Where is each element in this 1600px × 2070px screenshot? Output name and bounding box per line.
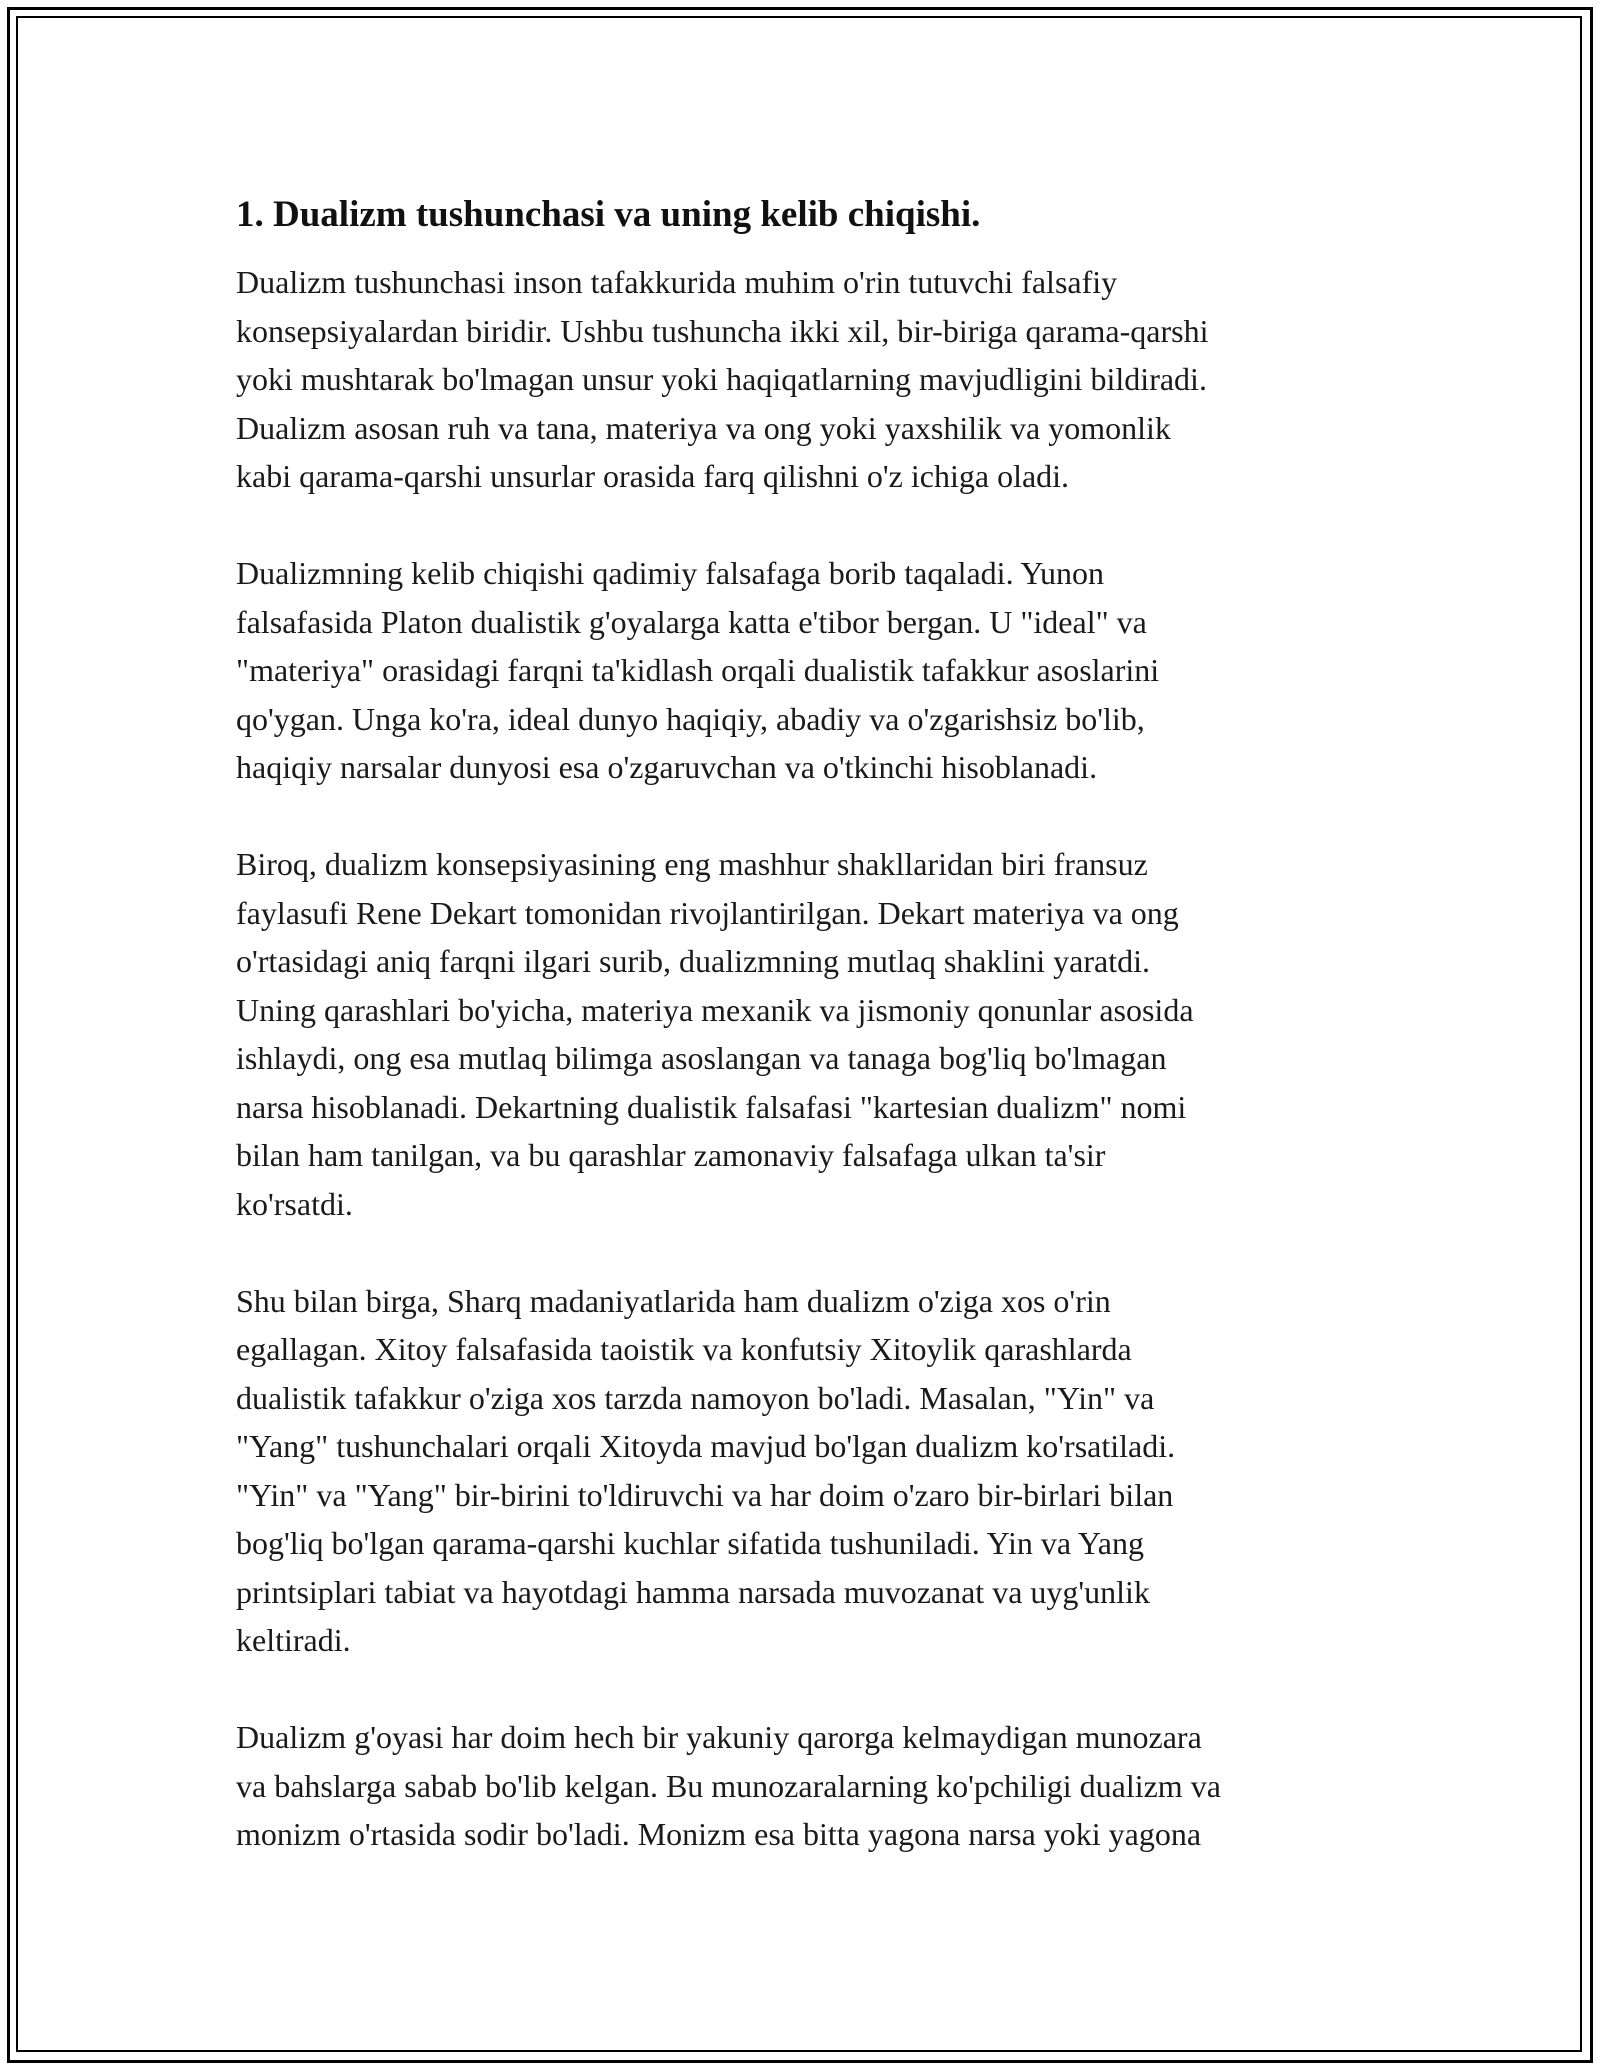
paragraph-line: ko'rsatdi.: [236, 1185, 353, 1222]
paragraph-list: [236, 258, 1396, 1859]
paragraph-line: Uning qarashlari bo'yicha, materiya mexanik va jismoniy qonunlar asosida: [236, 991, 1194, 1028]
paragraph-line: Dualizmning kelib chiqishi qadimiy falsafaga borib taqaladi. Yunon: [236, 555, 1104, 591]
paragraph-line: Dualizm g'oyasi har doim hech bir yakuniy qarorga kelmaydigan munozara: [236, 1719, 1202, 1755]
section-heading: 1. Dualizm tushunchasi va uning kelib chiqishi.: [236, 194, 981, 235]
paragraph-line: haqiqiy narsalar dunyosi esa o'zgaruvchan va o'tkinchi hisoblanadi.: [236, 749, 1098, 785]
paragraph-line: narsa hisoblanadi. Dekartning dualistik falsafasi "kartesian dualizm" nomi: [236, 1088, 1187, 1125]
paragraph-line: faylasufi Rene Dekart tomonidan rivojlantirilgan. Dekart materiya va ong: [236, 894, 1179, 931]
paragraph-line: "Yang" tushunchalari orqali Xitoyda mavjud bo'lgan dualizm ko'rsatiladi.: [236, 1428, 1176, 1464]
paragraph: [236, 840, 1396, 1228]
paragraph-line: o'rtasidagi aniq farqni ilgari surib, dualizmning mutlaq shaklini yaratdi.: [236, 943, 1150, 979]
paragraph-line: qo'ygan. Unga ko'ra, ideal dunyo haqiqiy, abadiy va o'zgarishsiz bo'lib,: [236, 700, 1145, 737]
paragraph-line: va bahslarga sabab bo'lib kelgan. Bu munozaralarning ko'pchiligi dualizm va: [236, 1767, 1221, 1804]
paragraph-line: monizm o'rtasida sodir bo'ladi. Monizm esa bitta yagona narsa yoki yagona: [236, 1816, 1202, 1852]
paragraph-line: keltiradi.: [236, 1622, 351, 1658]
paragraph: [236, 1713, 1396, 1859]
paragraph: [236, 258, 1396, 501]
paragraph: [236, 1277, 1396, 1665]
paragraph-line: Dualizm asosan ruh va tana, materiya va ong yoki yaxshilik va yomonlik: [236, 409, 1171, 446]
paragraph-line: ishlaydi, ong esa mutlaq bilimga asoslangan va tanaga bog'liq bo'lmagan: [236, 1040, 1167, 1076]
paragraph-line: Shu bilan birga, Sharq madaniyatlarida ham dualizm o'ziga xos o'rin: [236, 1282, 1111, 1319]
paragraph-line: egallagan. Xitoy falsafasida taoistik va konfutsiy Xitoylik qarashlarda: [236, 1331, 1132, 1367]
paragraph-line: konsepsiyalardan biridir. Ushbu tushuncha ikki xil, bir-biriga qarama-qarshi: [236, 312, 1209, 349]
paragraph-line: yoki mushtarak bo'lmagan unsur yoki haqiqatlarning mavjudligini bildiradi.: [236, 361, 1207, 397]
paragraph-line: "materiya" orasidagi farqni ta'kidlash orqali dualistik tafakkur asoslarini: [236, 652, 1160, 688]
paragraph-line: printsiplari tabiat va hayotdagi hamma narsada muvozanat va uyg'unlik: [236, 1573, 1150, 1610]
paragraph-line: Dualizm tushunchasi inson tafakkurida muhim o'rin tutuvchi falsafiy: [236, 264, 1118, 300]
paragraph: [236, 549, 1396, 792]
paragraph-line: bilan ham tanilgan, va bu qarashlar zamonaviy falsafaga ulkan ta'sir: [236, 1137, 1106, 1173]
paragraph-line: falsafasida Platon dualistik g'oyalarga katta e'tibor bergan. U "ideal" va: [236, 603, 1147, 640]
paragraph-line: Biroq, dualizm konsepsiyasining eng mashhur shakllaridan biri fransuz: [236, 846, 1148, 882]
paragraph-line: "Yin" va "Yang" bir-birini to'ldiruvchi va har doim o'zaro bir-birlari bilan: [236, 1476, 1174, 1513]
paragraph-line: dualistik tafakkur o'ziga xos tarzda namoyon bo'ladi. Masalan, "Yin" va: [236, 1379, 1155, 1416]
document-body: [236, 188, 1396, 1907]
paragraph-line: kabi qarama-qarshi unsurlar orasida farq qilishni o'z ichiga oladi.: [236, 458, 1070, 494]
paragraph-line: bog'liq bo'lgan qarama-qarshi kuchlar sifatida tushuniladi. Yin va Yang: [236, 1525, 1144, 1561]
